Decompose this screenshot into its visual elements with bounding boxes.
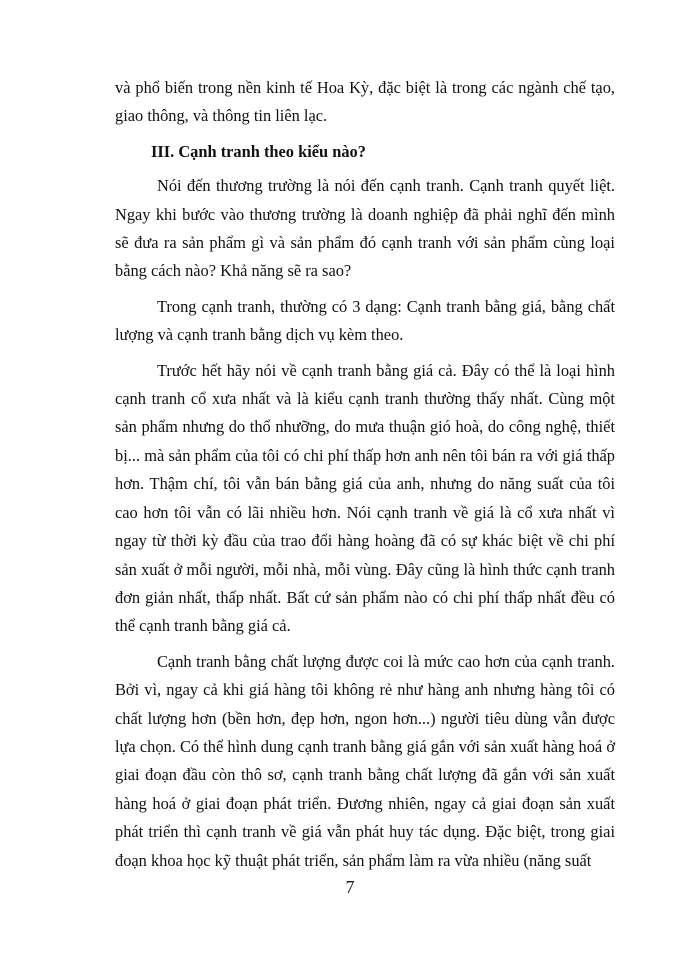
body-text [115, 74, 615, 882]
paragraph-3: Trước hết hãy nói về cạnh tranh bằng giá cả. Đây có thể là loại hình cạnh tranh cổ xưa nhất và là kiểu cạnh tranh thường thấy nhất. Cùng một sản phẩm nhưng do thổ nhưỡng, do mưa thuận gió hoà, do công nghệ, thiết bị... mà sản phẩm của tôi có chi phí thấp hơn anh nên tôi bán ra với giá thấp hơn. Thậm chí, tôi vẫn bán bằng giá của anh, nhưng do năng suất của tôi cao hơn tôi vẫn có lãi nhiều hơn. Nói cạnh tranh về giá là cổ xưa nhất vì ngay từ thời kỳ đầu của trao đổi hàng hoàng đã có sự khác biệt về chi phí sản xuất ở mỗi người, mỗi nhà, mỗi vùng. Đây cũng là hình thức cạnh tranh đơn giản nhất, thấp nhất. Bất cứ sản phẩm nào có chi phí thấp nhất đều có thể cạnh tranh bằng giá cả. [115, 360, 615, 636]
paragraph-continued: và phổ biến trong nền kinh tế Hoa Kỳ, đặc biệt là trong các ngành chế tạo, giao thông, và thông tin liên lạc. [115, 78, 615, 126]
page-number: 7 [345, 877, 355, 897]
paragraph-2: Trong cạnh tranh, thường có 3 dạng: Cạnh tranh bằng giá, bằng chất lượng và cạnh tranh bằng dịch vụ kèm theo. [115, 296, 615, 345]
paragraph-1: Nói đến thương trường là nói đến cạnh tranh. Cạnh tranh quyết liệt. Ngay khi bước vào thương trường là doanh nghiệp đã phải nghĩ đến mình sẽ đưa ra sản phẩm gì và sản phẩm đó cạnh tranh với sản phẩm cùng loại bằng cách nào? Khả năng sẽ ra sao? [115, 176, 615, 281]
paragraph-4: Cạnh tranh bằng chất lượng được coi là mức cao hơn của cạnh tranh. Bởi vì, ngay cả khi giá hàng tôi không rẻ như hàng anh nhưng hàng tôi có chất lượng hơn (bền hơn, đẹp hơn, ngon hơn...) người tiêu dùng vẫn được lựa chọn. Có thể hình dung cạnh tranh bằng giá gắn với sản xuất hàng hoá ở giai đoạn đầu còn thô sơ, cạnh tranh bằng chất lượng đã gắn với sản xuất hàng hoá ở giai đoạn phát triển. Đương nhiên, ngay cả giai đoạn sản xuất phát triển thì cạnh tranh về giá vẫn phát huy tác dụng. Đặc biệt, trong giai đoạn khoa học kỹ thuật phát triển, sản phẩm làm ra vừa nhiều (năng suất [115, 651, 615, 870]
section-heading: III. Cạnh tranh theo kiểu nào? [151, 141, 366, 161]
